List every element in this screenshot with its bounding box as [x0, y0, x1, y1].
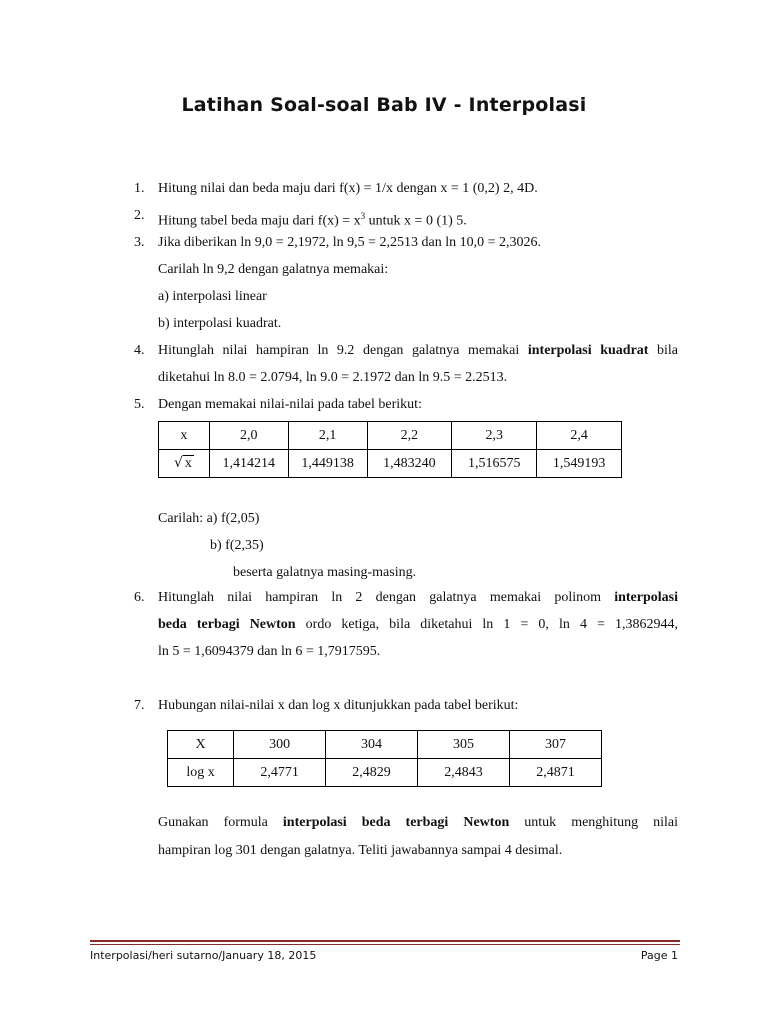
- question-3-option-b: b) interpolasi kuadrat.: [158, 316, 282, 331]
- page-title: Latihan Soal-soal Bab IV - Interpolasi: [181, 94, 587, 116]
- footer-rule-thin: [90, 944, 680, 945]
- table-cell: 2,4829: [326, 759, 418, 787]
- table-cell: 307: [509, 731, 601, 759]
- question-7: Hubungan nilai-nilai x dan log x ditunjukkan pada tabel berikut:: [158, 698, 519, 713]
- sqrt-symbol: √ x: [173, 455, 192, 471]
- item-number-5: 5.: [134, 397, 145, 412]
- table-row-sqrt: [159, 450, 622, 478]
- item-number-1: 1.: [134, 181, 145, 196]
- item-number-2: 2.: [134, 208, 145, 223]
- question-4-line1: Hitunglah nilai hampiran ln 9.2 dengan galatnya memakai interpolasi kuadrat bila: [158, 343, 679, 358]
- question-7-instruction-line1: Gunakan formula interpolasi beda terbagi Newton untuk menghitung nilai: [158, 815, 679, 830]
- table-header-log-x: log x: [168, 759, 234, 787]
- footer-rule: [90, 940, 680, 942]
- table-cell: 304: [326, 731, 418, 759]
- question-3-prompt: Carilah ln 9,2 dengan galatnya memakai:: [158, 262, 389, 277]
- table-cell: 2,4: [537, 422, 622, 450]
- question-3: Jika diberikan ln 9,0 = 2,1972, ln 9,5 = 2,2513 dan ln 10,0 = 2,3026.: [158, 235, 541, 250]
- question-1: Hitung nilai dan beda maju dari f(x) = 1/x dengan x = 1 (0,2) 2, 4D.: [158, 181, 538, 196]
- question-2: Hitung tabel beda maju dari $f(x) = x^3$ untuk x = 0 (1) 5.: [158, 211, 467, 229]
- item-number-6: 6.: [134, 590, 145, 605]
- table-cell: 1,516575: [452, 450, 537, 478]
- item-number-3: 3.: [134, 235, 145, 250]
- table-cell: 1,414214: [209, 450, 288, 478]
- table-header-sqrt-x: [159, 450, 210, 478]
- table-cell: 2,4871: [509, 759, 601, 787]
- table-cell: 2,3: [452, 422, 537, 450]
- table-row-x: [159, 422, 622, 450]
- table-cell: 2,4771: [234, 759, 326, 787]
- table-cell: 305: [418, 731, 510, 759]
- question-5-note: beserta galatnya masing-masing.: [233, 565, 417, 580]
- question-3-option-a: a) interpolasi linear: [158, 289, 267, 304]
- table-cell: 2,1: [288, 422, 367, 450]
- question-4-line2: diketahui ln 8.0 = 2.0794, ln 9.0 = 2.1972 dan ln 9.5 = 2.2513.: [158, 370, 508, 385]
- table-row-x: [168, 731, 602, 759]
- table-header-x: X: [168, 731, 234, 759]
- table-cell: 1,449138: [288, 450, 367, 478]
- table-cell: 1,549193: [537, 450, 622, 478]
- table-cell: 300: [234, 731, 326, 759]
- question-6-line1: Hitunglah nilai hampiran ln 2 dengan galatnya memakai polinom interpolasi: [158, 590, 678, 605]
- table-header-x: x: [159, 422, 210, 450]
- table-cell: 2,0: [209, 422, 288, 450]
- question-5-find-b: b) f(2,35): [210, 538, 264, 553]
- table-cell: 2,4843: [418, 759, 510, 787]
- item-number-7: 7.: [134, 698, 145, 713]
- table-cell: 2,2: [367, 422, 452, 450]
- footer-text: Interpolasi/heri sutarno/January 18, 2015: [90, 949, 317, 962]
- item-number-4: 4.: [134, 343, 145, 358]
- question-5-find-a: Carilah: a) f(2,05): [158, 511, 260, 526]
- question-7-instruction-line2: hampiran log 301 dengan galatnya. Teliti jawabannya sampai 4 desimal.: [158, 843, 563, 858]
- table-log-values: [167, 730, 602, 787]
- question-6-line2: beda terbagi Newton ordo ketiga, bila diketahui ln 1 = 0, ln 4 = 1,3862944,: [158, 617, 679, 632]
- question-6-line3: ln 5 = 1,6094379 dan ln 6 = 1,7917595.: [158, 644, 381, 659]
- question-5: Dengan memakai nilai-nilai pada tabel berikut:: [158, 397, 422, 412]
- page-number: Page 1: [640, 949, 678, 962]
- table-row-log: [168, 759, 602, 787]
- table-sqrt-values: [158, 421, 622, 478]
- table-cell: 1,483240: [367, 450, 452, 478]
